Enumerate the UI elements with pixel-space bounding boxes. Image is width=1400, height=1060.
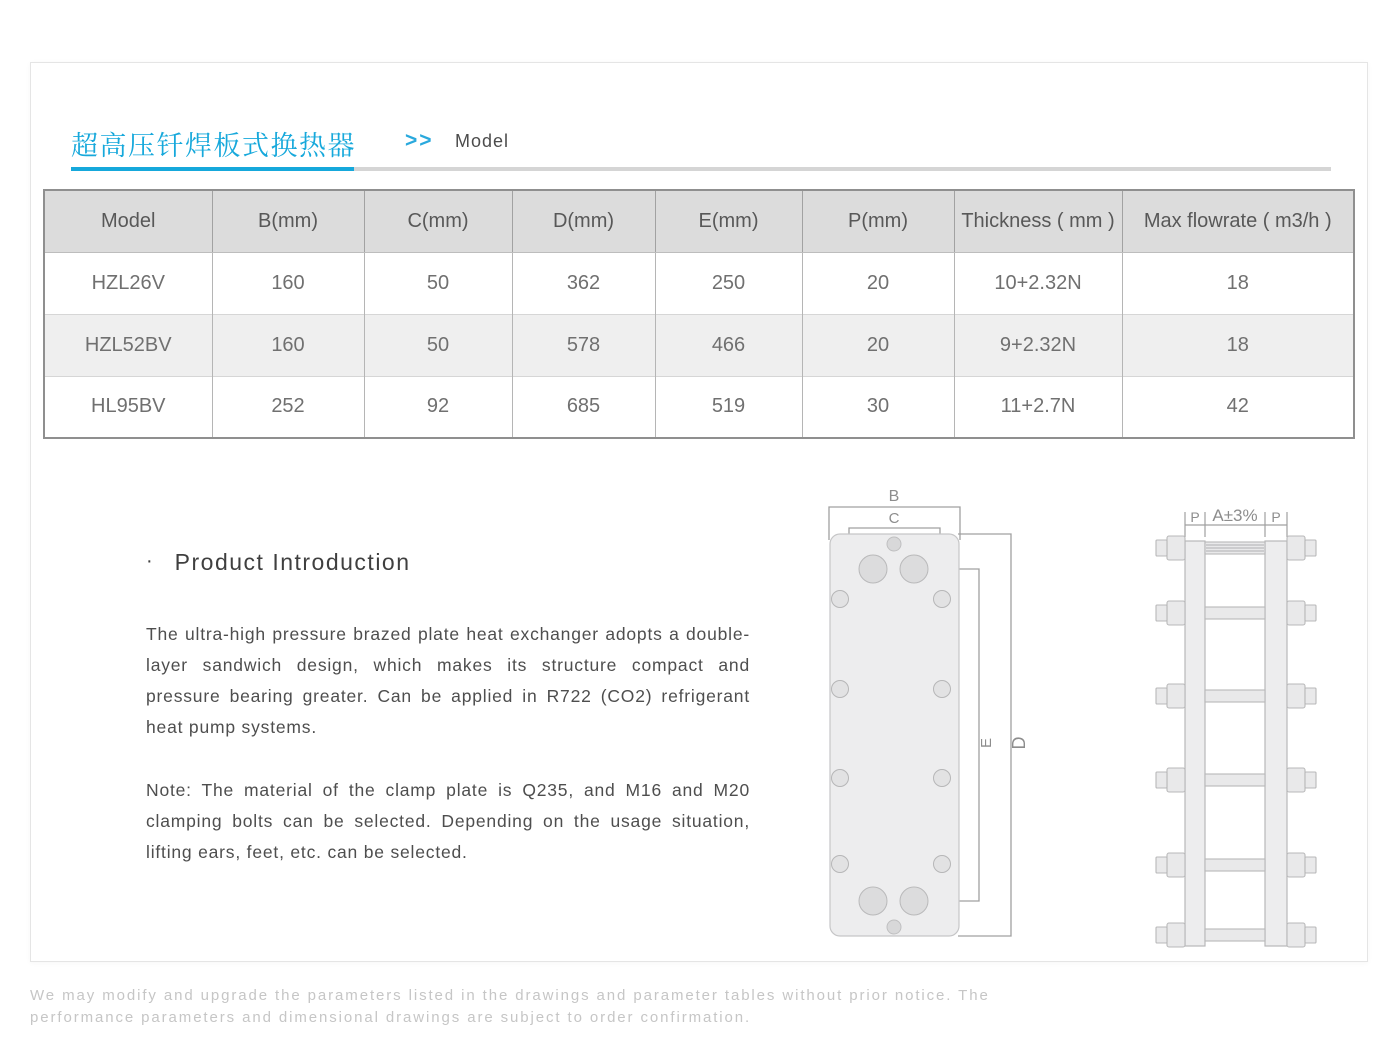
small-port-circle [887,537,901,551]
column-header-thickness: Thickness ( mm ) [954,190,1122,252]
cell-thickness: 11+2.7N [954,376,1122,438]
clamping-bolt [1156,768,1316,792]
port-circle [900,887,928,915]
dimension-a-label: A±3% [1212,506,1258,525]
clamp-plate-left [1185,541,1205,946]
table-row [44,314,1354,376]
cell-b: 160 [212,252,364,314]
intro-note-paragraph: Note: The material of the clamp plate is Q235, and M16 and M20 clamping bolts can be selected. Depending on the usage situation, lifting ears, feet, etc. can be selected. [146,780,750,862]
cell-e: 466 [655,314,802,376]
bolt-hole-circle [832,856,849,873]
cell-b: 160 [212,314,364,376]
bullet-icon: · [146,550,153,572]
title-underline-track [354,167,1331,171]
title-underline-accent [71,167,354,171]
cell-thickness: 10+2.32N [954,252,1122,314]
intro-paragraph: The ultra-high pressure brazed plate heat exchanger adopts a double-layer sandwich design, which makes its structure compact and pressure bearing greater. Can be applied in R722 (CO2) refrigerant heat pump systems. [146,624,750,737]
table-row [44,376,1354,438]
intro-heading: Product Introduction [174,549,411,575]
dimension-d-line [958,534,1011,936]
cell-b: 252 [212,376,364,438]
clamping-bolt [1156,684,1316,708]
dimension-p-right-label: P [1271,509,1281,525]
column-header-max-flowrate: Max flowrate ( m3/h ) [1122,190,1354,252]
cell-e: 519 [655,376,802,438]
disclaimer-line-1: We may modify and upgrade the parameters listed in the drawings and parameter tables without prior notice. The [30,987,990,1004]
cell-d: 685 [512,376,655,438]
chevron-right-icon: >> [405,129,434,152]
cell-model: HZL52BV [44,314,212,376]
bolt-hole-circle [832,770,849,787]
spec-table [43,189,1355,439]
dimension-p-left-label: P [1190,509,1200,525]
cell-p: 20 [802,252,954,314]
bolt-hole-circle [832,681,849,698]
port-circle [900,555,928,583]
bolt-hole-circle [832,591,849,608]
port-circle [859,887,887,915]
column-header-e: E(mm) [655,190,802,252]
front-view-drawing [829,488,1029,936]
cell-c: 50 [364,252,512,314]
table-header-row [44,190,1354,252]
cell-p: 20 [802,314,954,376]
cell-c: 50 [364,314,512,376]
bolt-hole-circle [934,591,951,608]
clamping-bolt [1156,853,1316,877]
cell-max-flowrate: 18 [1122,314,1354,376]
bolt-hole-circle [934,681,951,698]
clamping-bolt [1156,923,1316,947]
dimension-d-label: D [1009,736,1029,750]
dimension-e-label: E [978,737,995,749]
clamp-plate-right [1265,541,1287,946]
disclaimer-text [30,985,990,1028]
side-view-drawing [1156,506,1316,947]
dimension-b-label: B [888,488,900,505]
technical-drawings [781,461,1341,961]
content-card [30,62,1368,962]
column-header-d: D(mm) [512,190,655,252]
column-header-b: B(mm) [212,190,364,252]
port-circle [859,555,887,583]
cell-thickness: 9+2.32N [954,314,1122,376]
column-header-c: C(mm) [364,190,512,252]
small-port-circle [887,920,901,934]
cell-max-flowrate: 18 [1122,252,1354,314]
spec-table-container [43,189,1355,439]
column-header-p: P(mm) [802,190,954,252]
cell-c: 92 [364,376,512,438]
cell-d: 362 [512,252,655,314]
cell-model: HZL26V [44,252,212,314]
cell-model: HL95BV [44,376,212,438]
intro-heading-row [146,549,411,576]
dimension-c-label: C [888,510,900,527]
section-subtitle: Model [455,131,510,151]
cell-e: 250 [655,252,802,314]
table-row [44,252,1354,314]
column-header-model: Model [44,190,212,252]
cell-max-flowrate: 42 [1122,376,1354,438]
cell-d: 578 [512,314,655,376]
clamping-bolt [1156,601,1316,625]
bolt-hole-circle [934,856,951,873]
page-title-chinese: 超高压钎焊板式换热器 [71,131,356,161]
cell-p: 30 [802,376,954,438]
disclaimer-line-2: performance parameters and dimensional drawings are subject to order confirmation. [30,1008,752,1026]
bolt-hole-circle [934,770,951,787]
